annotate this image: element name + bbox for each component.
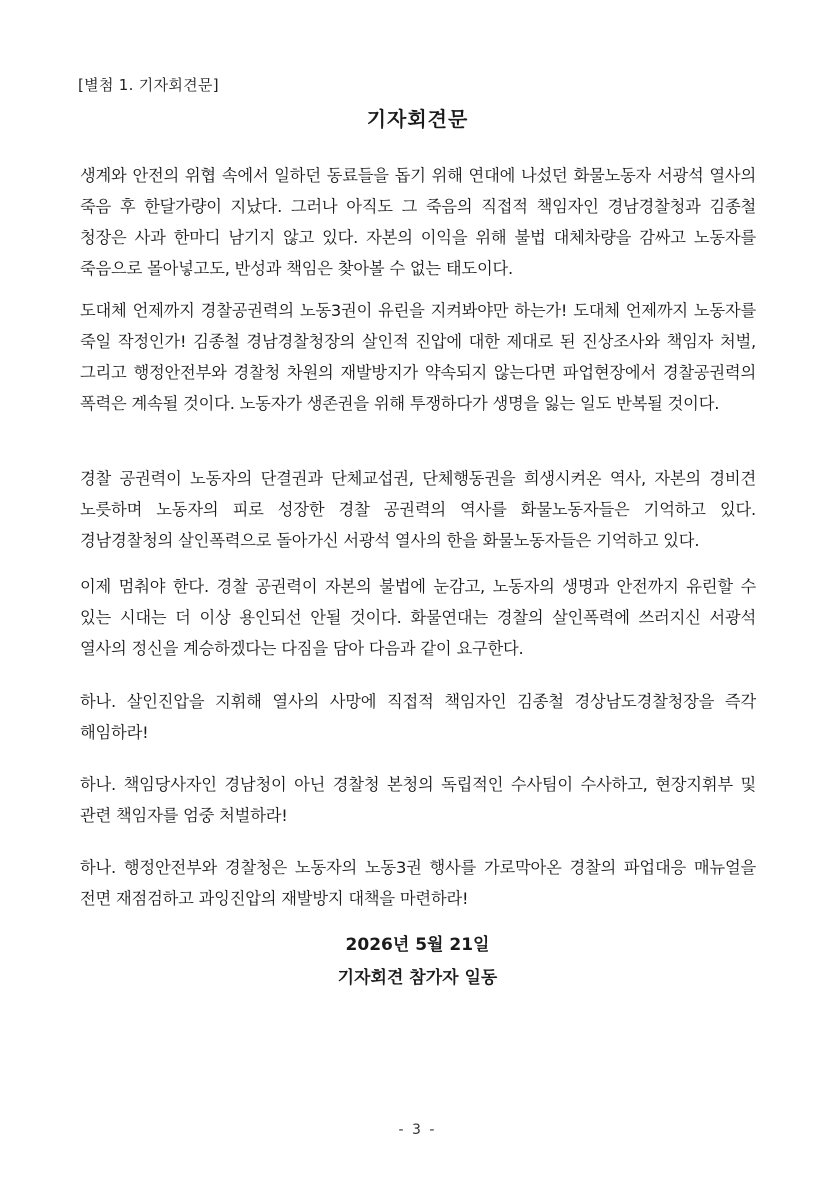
body-paragraph: 경찰 공권력이 노동자의 단결권과 단체교섭권, 단체행동권을 희생시켜온 역사, 자본의 경비견 노릇하며 노동자의 피로 성장한 경찰 공권력의 역사를 화물노동자들은 기억하고 있다. 경남경찰청의 살인폭력으로 돌아가신 서광석 열사의 한을 화물노동자들은 기억하고 있다. <box>80 469 756 550</box>
signature-signer: 기자회견 참가자 일동 <box>337 968 498 988</box>
attachment-label: [별첨 1. 기자회견문] <box>78 76 219 94</box>
page-number: - 3 - <box>398 1122 437 1138</box>
page-title: 기자회견문 <box>366 107 469 131</box>
body-paragraph: 생계와 안전의 위협 속에서 일하던 동료들을 돕기 위해 연대에 나섰던 화물노동자 서광석 열사의 죽음 후 한달가량이 지났다. 그러나 아직도 그 죽음의 직접적 책임자인 경남경찰청과 김종철 청장은 사과 한마디 남기지 않고 있다. 자본의 이익을 위해 불법 대체차량을 감싸고 노동자를 죽음으로 몰아넣고도, 반성과 책임은 찾아볼 수 없는 태도이다. <box>80 166 756 278</box>
body-paragraph: 도대체 언제까지 경찰공권력의 노동3권이 유린을 지켜봐야만 하는가! 도대체 언제까지 노동자를 죽일 작정인가! 김종철 경남경찰청장의 살인적 진압에 대한 제대로 된 진상조사와 책임자 처벌, 그리고 행정안전부와 경찰청 차원의 재발방지가 약속되지 않는다면 파업현장에서 경찰공권력의 폭력은 계속될 것이다. 노동자가 생존권을 위해 투쟁하다가 생명을 잃는 일도 반복될 것이다. <box>80 301 756 413</box>
signature-date: 2026년 5월 21일 <box>345 935 490 955</box>
demand-item: 하나. 책임당사자인 경남청이 아닌 경찰청 본청의 독립적인 수사팀이 수사하고, 현장지휘부 및 관련 책임자를 엄중 처벌하라! <box>80 775 756 825</box>
body-paragraph: 이제 멈춰야 한다. 경찰 공권력이 자본의 불법에 눈감고, 노동자의 생명과 안전까지 유린할 수 있는 시대는 더 이상 용인되선 안될 것이다. 화물연대는 경찰의 살인폭력에 쓰러지신 서광석 열사의 정신을 계승하겠다는 다짐을 담아 다음과 같이 요구한다. <box>80 577 756 658</box>
demand-item: 하나. 행정안전부와 경찰청은 노동자의 노동3권 행사를 가로막아온 경찰의 파업대응 매뉴얼을 전면 재점검하고 과잉진압의 재발방지 대책을 마련하라! <box>80 858 756 908</box>
demand-item: 하나. 살인진압을 지휘해 열사의 사망에 직접적 책임자인 김종철 경상남도경찰청장을 즉각 해임하라! <box>80 692 756 742</box>
